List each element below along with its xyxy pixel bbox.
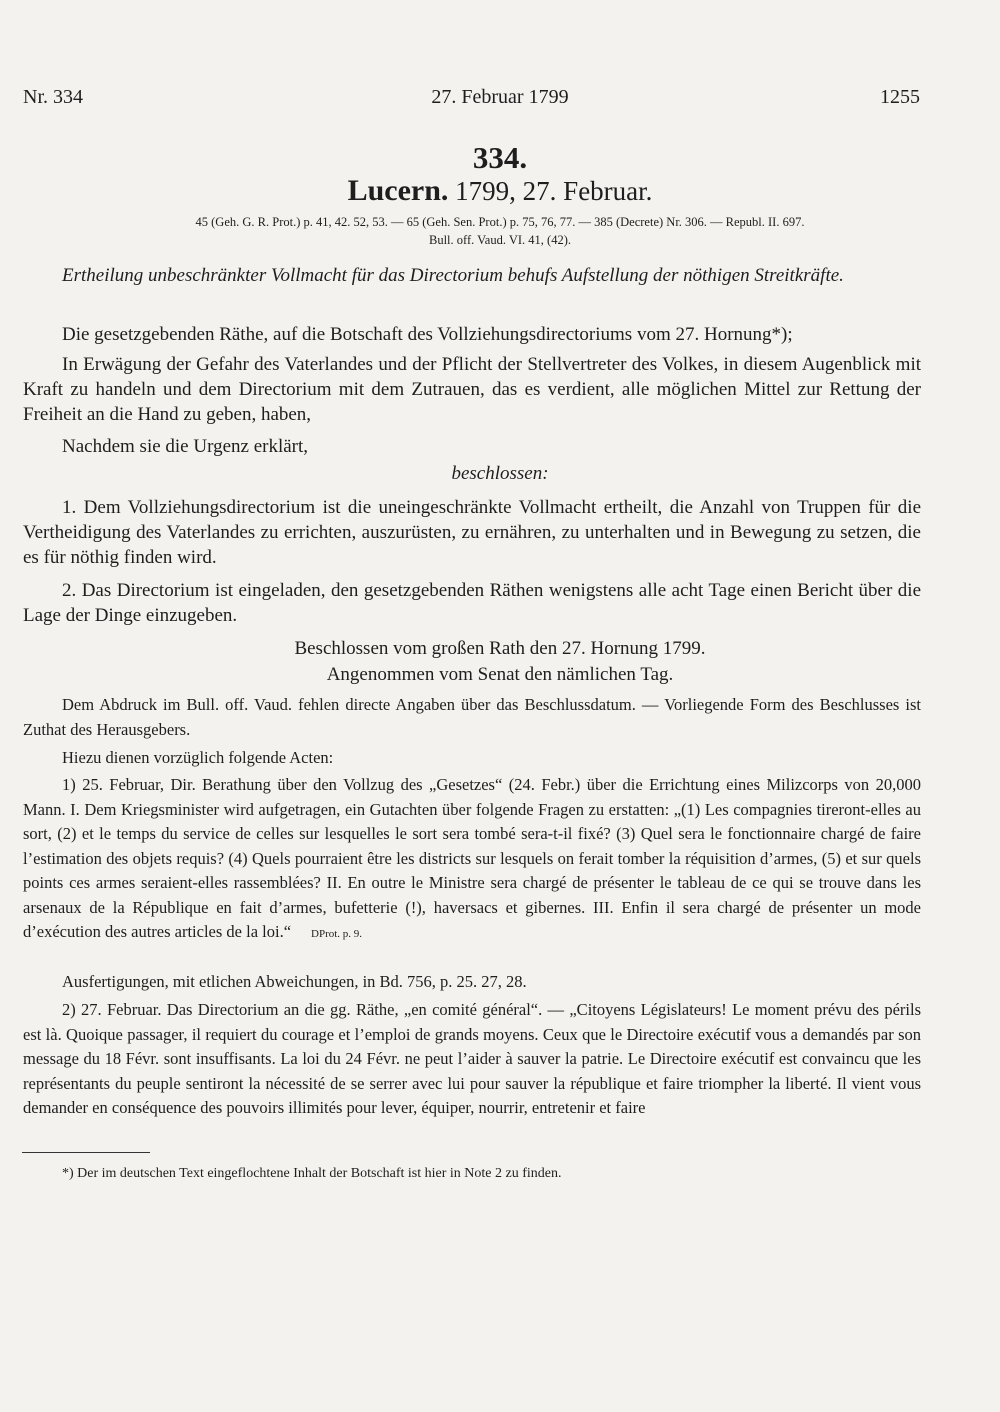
entry-place: Lucern. bbox=[347, 174, 449, 207]
editorial-note: Dem Abdruck im Bull. off. Vaud. fehlen directe Angaben über das Beschlussdatum. — Vorliegende Form des Beschlusses ist Zuthat des Herausgebers. bbox=[23, 695, 921, 739]
act-1-reference: DProt. p. 9. bbox=[311, 928, 363, 940]
footnote: *) Der im deutschen Text eingeflochtene Inhalt der Botschaft ist hier in Note 2 zu finden. bbox=[62, 1166, 562, 1181]
footnote-divider bbox=[22, 1152, 150, 1153]
article-2: 2. Das Directorium ist eingeladen, den gesetzgebenden Räthen wenigstens alle acht Tage einen Bericht über die Lage der Dinge einzugeben. bbox=[23, 580, 921, 626]
article-1: 1. Dem Vollziehungsdirectorium ist die uneingeschränkte Vollmacht ertheilt, die Anzahl von Truppen für die Vertheidigung des Vaterlandes zu errichten, auszurüsten, zu ernähren, zu unterhalten und in Bewegung zu setzen, die es für nöthig finden wird. bbox=[23, 497, 921, 568]
header-page-number: 1255 bbox=[880, 86, 920, 108]
act-1 bbox=[23, 773, 921, 947]
preamble-1: Die gesetzgebenden Räthe, auf die Botschaft des Vollziehungsdirectoriums vom 27. Hornung*); bbox=[62, 324, 793, 345]
acts-heading: Hiezu dienen vorzüglich folgende Acten: bbox=[62, 748, 334, 767]
entry-place-date bbox=[0, 174, 1000, 208]
subject-heading: Ertheilung unbeschränkter Vollmacht für das Directorium behufs Aufstellung der nöthigen Streitkräfte. bbox=[62, 265, 844, 286]
source-references-line-1: 45 (Geh. G. R. Prot.) p. 41, 42. 52, 53. — 65 (Geh. Sen. Prot.) p. 75, 76, 77. — 385 (Decrete) Nr. 306. — Republ. II. 697. bbox=[195, 215, 805, 229]
header-entry-number: Nr. 334 bbox=[23, 86, 83, 108]
entry-year-date: 1799, 27. Februar. bbox=[455, 176, 653, 206]
closing-line-2: Angenommen vom Senat den nämlichen Tag. bbox=[326, 664, 674, 685]
resolved-heading: beschlossen: bbox=[451, 463, 549, 484]
source-references-line-2: Bull. off. Vaud. VI. 41, (42). bbox=[428, 233, 571, 247]
entry-number: 334. bbox=[472, 140, 528, 175]
act-2: 2) 27. Februar. Das Directorium an die gg. Räthe, „en comité général“. — „Citoyens Législateurs! Le moment prévu des périls est là. Quoique passager, il requiert du courage et l’emploi de grands moyens. Ceux que le Directoire exécutif vous a demandés par son message du 18 Févr. sont insuffisants. La loi du 24 Févr. ne peut l’aider à sauver la patrie. Le Directoire exécutif est convaincu que les représentants du peuple sentiront la nécessité de se serrer avec lui pour sauver la république et faire triompher la liberté. Il vient vous demander en conséquence des pouvoirs illimités pour lever, équiper, nourrir, entretenir et faire bbox=[23, 1000, 921, 1117]
closing-line-1: Beschlossen vom großen Rath den 27. Hornung 1799. bbox=[294, 638, 706, 659]
preamble-3: Nachdem sie die Urgenz erklärt, bbox=[62, 436, 309, 457]
header-date: 27. Februar 1799 bbox=[431, 86, 569, 108]
act-1-copies: Ausfertigungen, mit etlichen Abweichungen, in Bd. 756, p. 25. 27, 28. bbox=[62, 972, 527, 991]
act-1-text: 1) 25. Februar, Dir. Berathung über den Vollzug des „Gesetzes“ (24. Febr.) über die Errichtung eines Milizcorps von 20,000 Mann. I. Dem Kriegsminister wird aufgetragen, ein Gutachten über folgende Fragen zu erstatten: „(1) Les compagnies tireront-elles au sort, (2) et le temps du service de celles sur lesquelles le sort sera tombé sera-t-il fixé? (3) Quel sera le fonctionnaire chargé de faire l’estimation des objets requis? (4) Quels pourraient être les districts sur lesquels on ferait tomber la réquisition d’armes, (5) et sur quels points ces armes seraient-elles rassemblées? II. En outre le Ministre sera chargé de présenter le tableau de ce qui se trouve dans les arsenaux de la République en fait d’armes, bufetterie (!), haversacs et gibernes. III. Enfin il sera chargé de présenter un mode d’exécution des autres articles de la loi.“ bbox=[23, 775, 921, 941]
preamble-2: In Erwägung der Gefahr des Vaterlandes und der Pflicht der Stellvertreter des Volkes, in diesem Augenblick mit Kraft zu handeln und dem Directorium mit dem Zutrauen, das es verdient, alle möglichen Mittel zur Rettung der Freiheit an die Hand zu geben, haben, bbox=[23, 354, 921, 425]
